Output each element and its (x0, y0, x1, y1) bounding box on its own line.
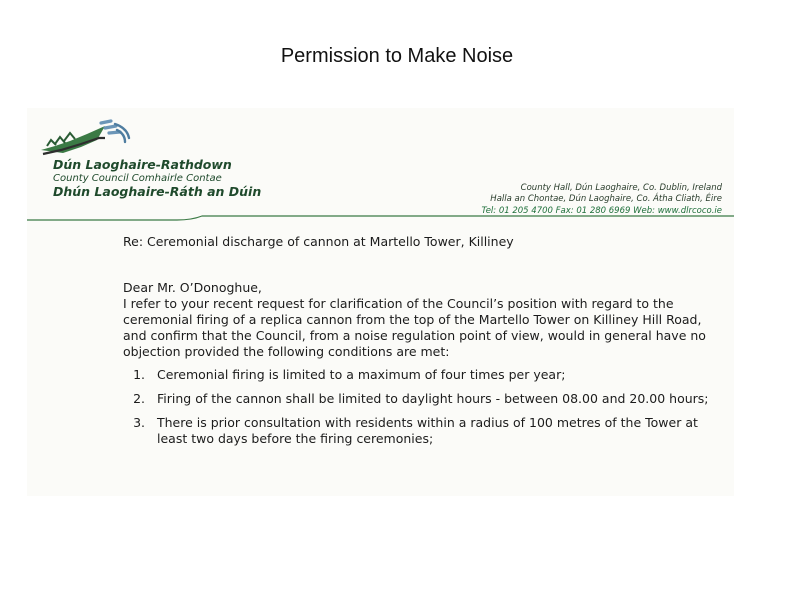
condition-text: Firing of the cannon shall be limited to daylight hours - between 08.00 and 20.00 hours; (157, 391, 709, 406)
council-name-block (53, 158, 261, 199)
condition-number: 1. (133, 367, 145, 382)
council-name-english: Dún Laoghaire-Rathdown (53, 157, 232, 172)
condition-number: 3. (133, 415, 145, 430)
condition-item (123, 367, 723, 383)
council-address-block (482, 183, 722, 217)
council-name-irish: Dhún Laoghaire-Ráth an Dúin (53, 183, 262, 199)
condition-text: Ceremonial firing is limited to a maximum of four times per year; (157, 367, 566, 382)
condition-text: There is prior consultation with residents within a radius of 100 metres of the Tower at least two days before the firing ceremonies; (157, 415, 698, 446)
address-line-irish: Halla an Chontae, Dún Laoghaire, Co. Átha Cliath, Éire (490, 194, 722, 205)
council-name-subtitle: County Council Comhairle Contae (53, 172, 222, 184)
slide-title: Permission to Make Noise (280, 45, 514, 67)
address-line-english: County Hall, Dún Laoghaire, Co. Dublin, Ireland (520, 183, 722, 193)
body-paragraph: I refer to your recent request for clarification of the Council’s position with regard to the ceremonial firing of a replica cannon from the top of the Martello Tower on Killiney Hill Road, and confirm that the Council, from a noise regulation point of view, would in general have no objection provided the following conditions are met: (123, 296, 706, 359)
condition-item (123, 391, 723, 407)
letterhead-divider (27, 214, 734, 222)
salutation: Dear Mr. O’Donoghue, (123, 280, 262, 295)
contact-line: Tel: 01 205 4700 Fax: 01 280 6969 Web: www.dlrcoco.ie (481, 205, 722, 216)
scanned-letter (27, 108, 734, 496)
letter-body (123, 234, 723, 455)
council-logo-icon (35, 116, 137, 158)
condition-item (123, 415, 723, 447)
condition-number: 2. (133, 391, 145, 406)
conditions-list (123, 367, 723, 447)
subject-line: Re: Ceremonial discharge of cannon at Martello Tower, Killiney (123, 234, 514, 249)
